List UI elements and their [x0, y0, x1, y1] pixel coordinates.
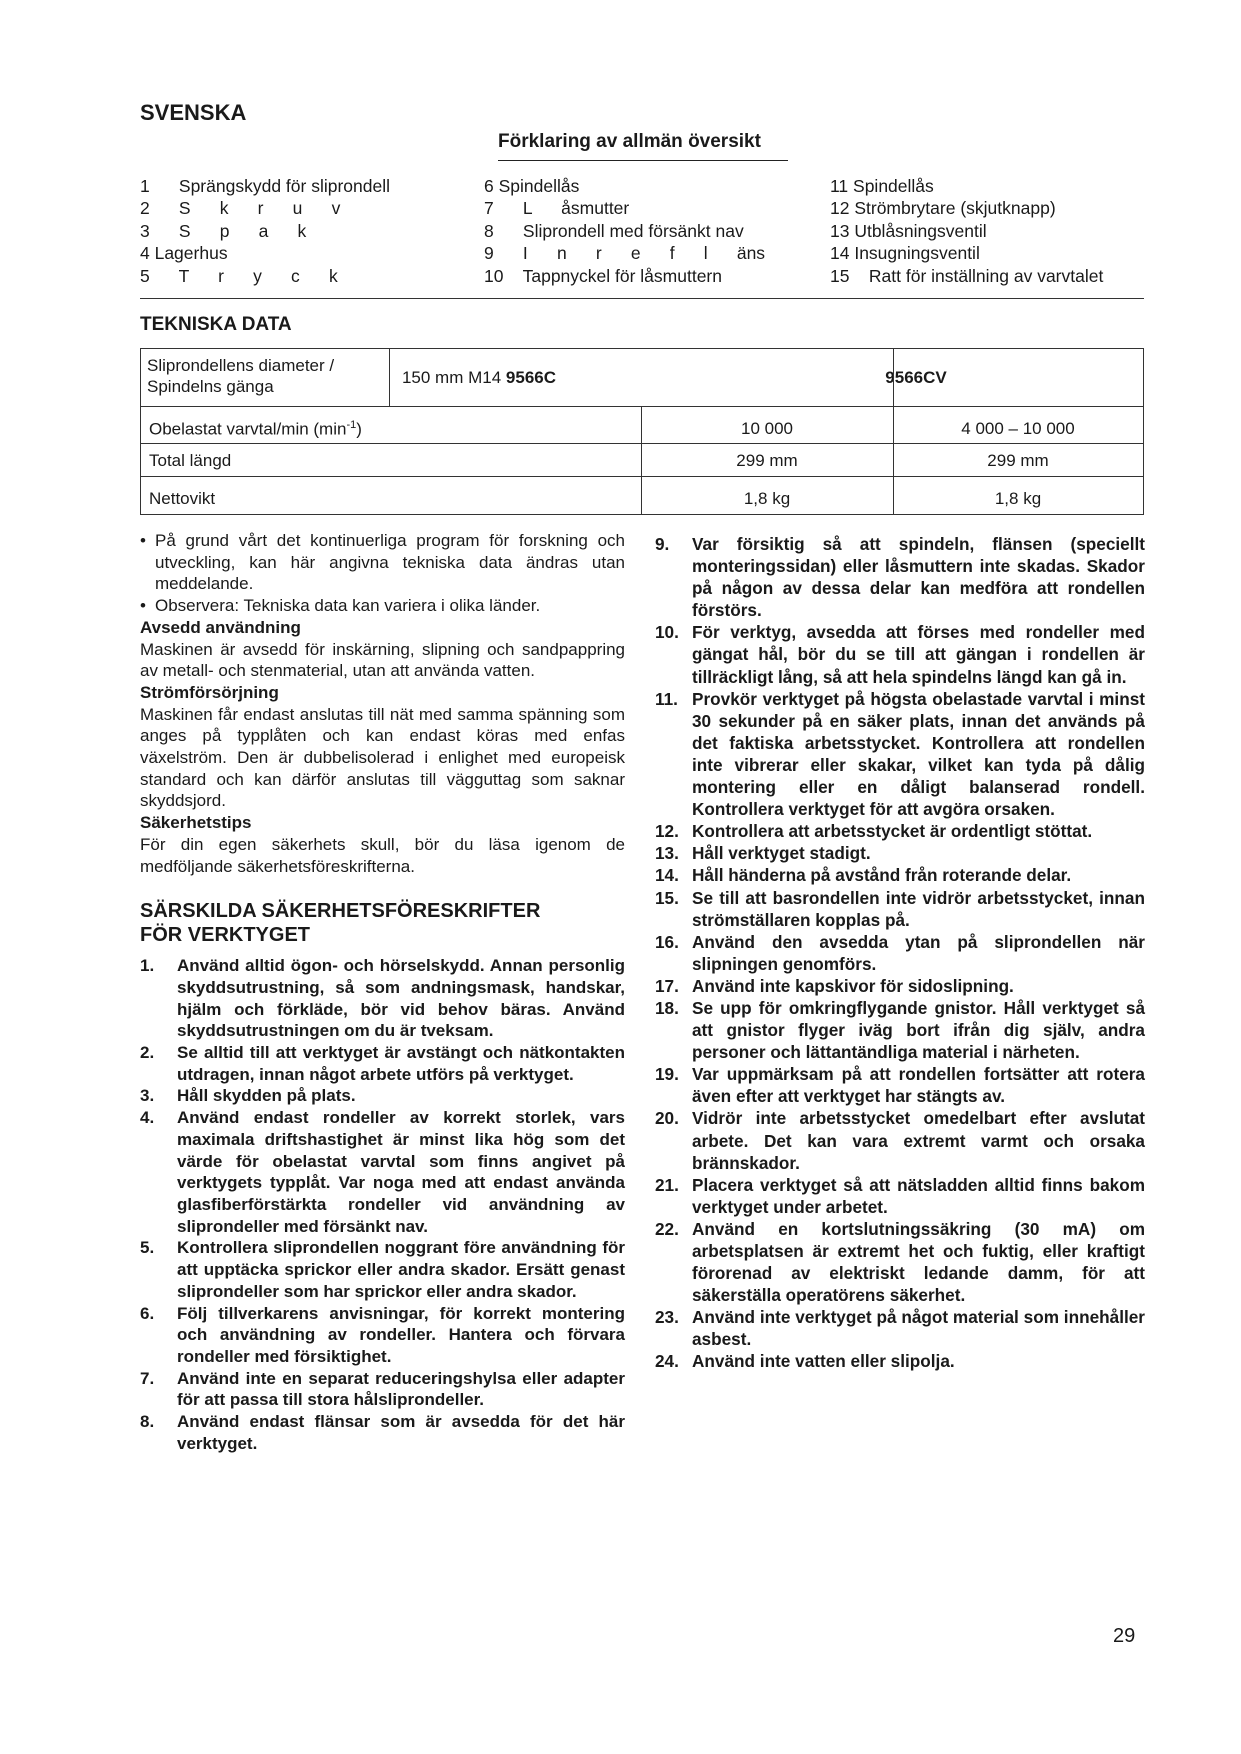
- safety-item: 3. Håll skydden på plats.: [140, 1086, 356, 1106]
- table-row-label: Obelastat varvtal/min $(\min^{-1})$: [149, 419, 362, 439]
- overview-column-3: [830, 175, 1160, 287]
- table-hline: [141, 406, 1143, 407]
- safety-item: 15. Se till att basrondellen inte vidrör arbetsstycket, innan strömställaren kopplas på.: [655, 887, 1145, 930]
- safety-item: 17. Använd inte kapskivor för sidoslipning.: [655, 975, 1014, 996]
- table-cell: 1,8 kg: [743, 489, 791, 508]
- overview-column-2: [484, 175, 814, 287]
- safety-item: 10. För verktyg, avsedda att förses med rondeller med gängat hål, bör du se till att gängan i rondellen är tillräckligt lång, så att hela spindelns längd kan gå in.: [655, 622, 1145, 687]
- overview-item: 9 I n r e f l äns: [484, 243, 766, 264]
- safety-list-right: [655, 533, 1145, 1373]
- overview-item: 11 Spindellås: [830, 176, 934, 196]
- model-9566c: 9566C: [505, 368, 557, 387]
- safety-tips-heading: Säkerhetstips: [140, 813, 252, 833]
- safety-item: 13. Håll verktyget stadigt.: [655, 843, 871, 864]
- overview-title-underline: [498, 160, 788, 161]
- intended-use-heading: Avsedd användning: [140, 617, 301, 637]
- model-9566cv: 9566CV: [885, 368, 947, 387]
- safety-tips-text: För din egen säkerhets skull, bör du läsa igenom de medföljande säkerhetsföreskrifterna.: [140, 834, 625, 876]
- safety-item: 18. Se upp för omkringflygande gnistor. Håll verktyget så att gnistor flyger iväg bort ifrån dig själv, andra personer och lättantändliga material i närheten.: [655, 997, 1145, 1063]
- note-item: • På grund vårt det kontinuerliga program för forskning och utveckling, kan här angivna tekniska data ändras utan meddelande.: [140, 530, 625, 595]
- safety-item: 11. Provkör verktyget på högsta obelastade varvtal i minst 30 sekunder på en säker plats, innan det används på det faktiska arbetsstycket. Kontrollera att rondellen inte vibrerar eller skakar, vilket kan tyda på dålig montering eller en dåligt balanserad rondell. Kontrollera verktyget för att avgöra orsaken.: [655, 688, 1145, 820]
- safety-item: 2. Se alltid till att verktyget är avstängt och nätkontakten utdragen, innan något arbete utförs på verktyget.: [140, 1043, 625, 1084]
- special-safety-heading: SÄRSKILDA SÄKERHETSFÖRESKRIFTER FÖR VERKTYGET: [140, 900, 541, 947]
- safety-item: 24. Använd inte vatten eller slipolja.: [655, 1351, 955, 1372]
- table-hline: [141, 443, 1143, 444]
- overview-item: 14 Insugningsventil: [830, 243, 980, 264]
- safety-item: 16. Använd den avsedda ytan på sliprondellen när slipningen genomförs.: [655, 931, 1145, 974]
- overview-item: 15 Ratt för inställning av varvtalet: [830, 265, 1104, 286]
- overview-item: 4 Lagerhus: [140, 243, 228, 264]
- safety-item: 7. Använd inte en separat reduceringshylsa eller adapter för att passa till stora hålsliprondeller.: [140, 1368, 625, 1410]
- language-heading: SVENSKA: [140, 100, 247, 125]
- safety-list-left: [140, 955, 625, 1454]
- table-row-label: Total längd: [149, 451, 232, 470]
- safety-item: 22. Använd en kortslutningssäkring (30 mA) om arbetsplatsen är extremt het och fuktig, eller kraftigt förorenad av elektriskt ledande damm, för att säkerställa operatörens säkerhet.: [655, 1218, 1145, 1306]
- intended-use-text: Maskinen är avsedd för inskärning, slipning och sandpappring av metall- och stenmaterial, utan att använda vatten.: [140, 639, 625, 681]
- safety-item: 6. Följ tillverkarens anvisningar, för korrekt montering och användning av rondeller. Hantera och förvara rondeller med försiktighet.: [140, 1303, 625, 1366]
- left-column: [140, 530, 625, 1454]
- overview-title: Förklaring av allmän översikt: [498, 131, 761, 152]
- overview-item: 1 Sprängskydd för sliprondell: [140, 176, 390, 196]
- overview-item: 7 L åsmutter: [484, 198, 630, 219]
- overview-item: 6 Spindellås: [484, 176, 580, 196]
- table-header-value: 150 mm M14 9566C: [401, 368, 557, 387]
- table-row-label: Nettovikt: [149, 489, 216, 508]
- table-cell: 1,8 kg: [994, 489, 1042, 508]
- safety-item: 19. Var uppmärksam på att rondellen fortsätter att rotera även efter att verktyget har stängts av.: [655, 1064, 1145, 1107]
- table-cell: 10 000: [741, 419, 793, 438]
- tech-data-table: [140, 348, 1144, 515]
- safety-item: 14. Håll händerna på avstånd från roterande delar.: [655, 865, 1072, 886]
- overview-item: 2 S k r u v: [140, 198, 341, 219]
- overview-item: 13 Utblåsningsventil: [830, 220, 987, 241]
- safety-item: 9. Var försiktig så att spindeln, flänsen (speciellt monteringssidan) eller låsmuttern inte skadas. Skador på någon av dessa delar kan medföra att rondellen förstörs.: [655, 534, 1145, 621]
- table-hline: [141, 476, 1143, 477]
- safety-item: 5. Kontrollera sliprondellen noggrant före användning för att upptäcka sprickor eller andra skador. Ersätt genast sliprondeller som har sprickor eller andra skador.: [140, 1238, 625, 1301]
- safety-item: 4. Använd endast rondeller av korrekt storlek, vars maximala driftshastighet är minst lika hög som det värde för obelastat varvtal som finns angivet på verktygets typplåt. Var noga med att endast använda glasfiberförstärkta rondeller vid användning av sliprondeller med försänkt nav.: [140, 1108, 625, 1236]
- safety-item: 21. Placera verktyget så att nätsladden alltid finns bakom verktyget under arbetet.: [655, 1174, 1145, 1217]
- tech-data-heading: TEKNISKA DATA: [140, 314, 292, 335]
- table-vline: [893, 406, 894, 514]
- safety-item: 20. Vidrör inte arbetsstycket omedelbart efter avslutat arbete. Det kan vara extremt varmt och orsaka brännskador.: [655, 1108, 1145, 1173]
- notes-list: [140, 530, 625, 617]
- safety-item: 8. Använd endast flänsar som är avsedda för det här verktyget.: [140, 1412, 625, 1453]
- note-item: • Observera: Tekniska data kan variera i olika länder.: [140, 595, 625, 617]
- table-vline: [641, 406, 642, 514]
- overview-item: 12 Strömbrytare (skjutknapp): [830, 198, 1056, 219]
- table-header-label: Sliprondellens diameter / Spindelns gänga: [147, 356, 335, 396]
- right-column: [655, 533, 1145, 1373]
- safety-item: 23. Använd inte verktyget på något material som innehåller asbest.: [655, 1307, 1145, 1350]
- overview-column-1: [140, 175, 470, 287]
- overview-item: 5 T r y c k: [140, 265, 338, 286]
- safety-item: 12. Kontrollera att arbetsstycket är ordentligt stöttat.: [655, 821, 1093, 842]
- table-cell: 299 mm: [987, 451, 1049, 470]
- power-supply-heading: Strömförsörjning: [140, 682, 279, 702]
- overview-item: 8 Sliprondell med försänkt nav: [484, 220, 744, 241]
- section-divider: [140, 298, 1144, 299]
- table-cell: 299 mm: [736, 451, 798, 470]
- table-vline: [893, 349, 894, 406]
- table-cell: 4 000 – 10 000: [961, 419, 1075, 438]
- page-number: 29: [1113, 1625, 1136, 1647]
- power-supply-text: Maskinen får endast anslutas till nät med samma spänning som anges på typplåten och kan endast köras med enfas växelström. Den är dubbelisolerad i enlighet med europeisk standard och kan därför anslutas till vägguttag som saknar skyddsjord.: [140, 704, 625, 811]
- safety-item: 1. Använd alltid ögon- och hörselskydd. Annan personlig skyddsutrustning, så som andningsmask, handskar, hjälm och förkläde, bör vid behov bäras. Använd skyddsutrustningen om du är tveksam.: [140, 956, 625, 1041]
- overview-item: 3 S p a k: [140, 220, 307, 241]
- overview-item: 10 Tappnyckel för låsmuttern: [484, 265, 722, 286]
